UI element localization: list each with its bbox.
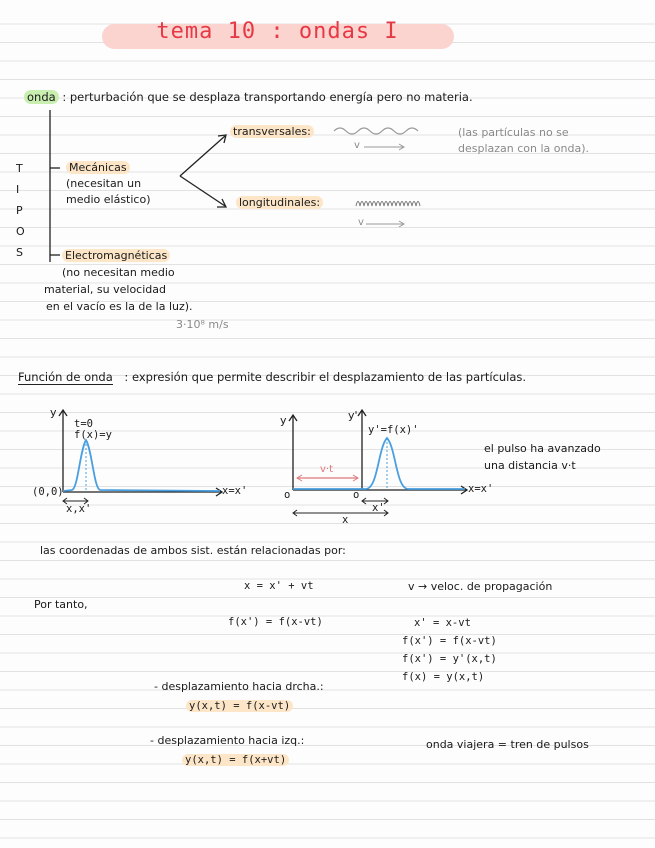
page-title: tema 10 : ondas I (156, 19, 399, 44)
electromagneticas-title: Electromagnéticas (62, 249, 170, 262)
right-label: - desplazamiento hacia drcha.: (154, 680, 324, 693)
transversales-label: transversales: (230, 125, 314, 138)
term-onda: onda (24, 90, 59, 104)
transversales-note: (las partículas no se desplazan con la onda). (458, 126, 589, 155)
por-tanto: Por tanto, (34, 598, 88, 611)
funcion-line: Función de onda : expresión que permite describir el desplazamiento de las partículas. (18, 370, 527, 384)
main-equation: x = x' + vt (244, 580, 314, 592)
longitudinales-label: longitudinales: (236, 196, 323, 209)
velocity-note: v → veloc. de propagación (408, 580, 553, 593)
derivation: x' = x-vt f(x') = f(x-vt) f(x') = y'(x,t) f(x) = y(x,t) (402, 617, 497, 683)
right-equation: y(x,t) = f(x-vt) (186, 700, 293, 712)
left-equation: y(x,t) = f(x+vt) (182, 754, 289, 766)
definition-text: : perturbación que se desplaza transportando energía pero no materia. (62, 90, 473, 104)
tren-note: onda viajera = tren de pulsos (426, 738, 589, 751)
graph1-labels: t=0 f(x)=y (74, 418, 112, 441)
coords-text: las coordenadas de ambos sist. están relacionadas por: (40, 544, 346, 557)
mecanicas-title: Mecánicas (66, 161, 130, 174)
pulse-note: el pulso ha avanzado una distancia v·t (484, 442, 601, 472)
electromagneticas-block: Electromagnéticas (no necesitan medio material, su velocidad en el vacío es la de la luz). (44, 249, 193, 313)
light-speed: 3·10⁸ m/s (176, 318, 229, 331)
mecanicas-block: Mecánicas (necesitan un medio elástico) (66, 161, 151, 206)
f-equation: f(x') = f(x-vt) (228, 616, 323, 628)
term-funcion: Función de onda (18, 370, 113, 384)
left-label: - desplazamiento hacia izq.: (150, 734, 305, 747)
tipos-vertical: T I P O S (16, 162, 25, 259)
